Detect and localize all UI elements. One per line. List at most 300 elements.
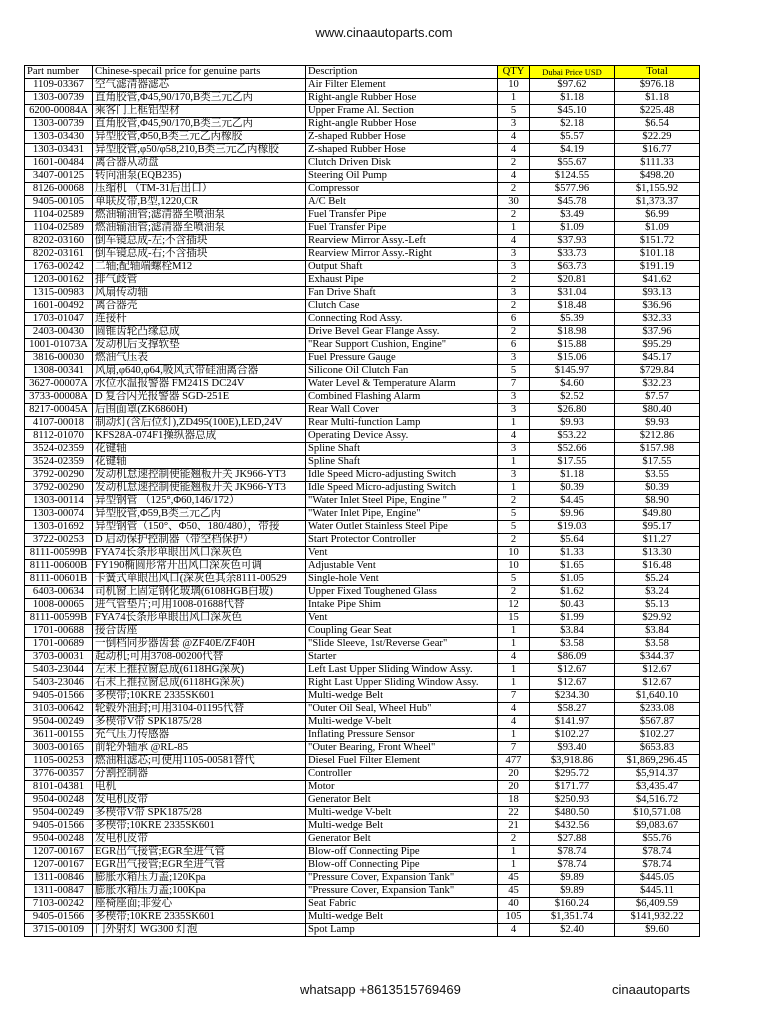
cell-description: Vent xyxy=(306,547,498,560)
cell-price: $145.97 xyxy=(530,365,615,378)
cell-part-number: 9504-00248 xyxy=(25,794,93,807)
cell-part-number: 1303-03431 xyxy=(25,144,93,157)
cell-total: $9.93 xyxy=(615,417,700,430)
cell-qty: 4 xyxy=(498,430,530,443)
cell-price: $1,351.74 xyxy=(530,911,615,924)
cell-description: Start Protector Controller xyxy=(306,534,498,547)
cell-qty: 15 xyxy=(498,612,530,625)
cell-total: $12.67 xyxy=(615,664,700,677)
cell-chinese-name: 异型钢管（150°、Φ50、180/480），带接 xyxy=(93,521,306,534)
table-row xyxy=(25,222,700,235)
cell-description: Clutch Driven Disk xyxy=(306,157,498,170)
table-row xyxy=(25,235,700,248)
cell-total: $3.55 xyxy=(615,469,700,482)
price-table xyxy=(24,65,700,937)
cell-total: $976.18 xyxy=(615,79,700,92)
cell-part-number: 3611-00155 xyxy=(25,729,93,742)
table-row xyxy=(25,430,700,443)
header-dubai-price: Dubai Price USD xyxy=(530,66,615,79)
cell-price: $1.18 xyxy=(530,469,615,482)
cell-description: Adjustable Vent xyxy=(306,560,498,573)
table-row xyxy=(25,924,700,937)
cell-description: Starter xyxy=(306,651,498,664)
cell-description: Multi-wedge V-belt xyxy=(306,716,498,729)
cell-chinese-name: 燃油粗滤芯;可使用1105-00581替代 xyxy=(93,755,306,768)
cell-part-number: 3524-02359 xyxy=(25,456,93,469)
cell-total: $32.33 xyxy=(615,313,700,326)
cell-qty: 5 xyxy=(498,105,530,118)
cell-total: $5,914.37 xyxy=(615,768,700,781)
table-row xyxy=(25,274,700,287)
cell-total: $101.18 xyxy=(615,248,700,261)
cell-total: $653.83 xyxy=(615,742,700,755)
cell-qty: 2 xyxy=(498,300,530,313)
cell-price: $93.40 xyxy=(530,742,615,755)
table-row xyxy=(25,586,700,599)
table-row xyxy=(25,79,700,92)
cell-description: Compressor xyxy=(306,183,498,196)
cell-price: $160.24 xyxy=(530,898,615,911)
cell-description: Multi-wedge Belt xyxy=(306,911,498,924)
cell-chinese-name: 多楔带V带 SPK1875/28 xyxy=(93,716,306,729)
cell-part-number: 8112-01070 xyxy=(25,430,93,443)
cell-description: Coupling Gear Seat xyxy=(306,625,498,638)
cell-chinese-name: 轮毂外油封;可用3104-01195代替 xyxy=(93,703,306,716)
cell-part-number: 4107-00018 xyxy=(25,417,93,430)
cell-chinese-name: 风扇,φ640,φ64,吸风式带硅油离合器 xyxy=(93,365,306,378)
cell-qty: 4 xyxy=(498,131,530,144)
cell-qty: 2 xyxy=(498,586,530,599)
cell-price: $3.84 xyxy=(530,625,615,638)
table-row xyxy=(25,898,700,911)
cell-part-number: 3003-00165 xyxy=(25,742,93,755)
cell-description: Connecting Rod Assy. xyxy=(306,313,498,326)
cell-total: $6,409.59 xyxy=(615,898,700,911)
table-row xyxy=(25,365,700,378)
table-row xyxy=(25,339,700,352)
cell-chinese-name: 圆锥齿轮凸缘总成 xyxy=(93,326,306,339)
cell-price: $102.27 xyxy=(530,729,615,742)
cell-chinese-name: 燃油输油管;滤清器至喷油泵 xyxy=(93,209,306,222)
cell-chinese-name: 充气压力传感器 xyxy=(93,729,306,742)
footer-whatsapp[interactable]: whatsapp +8613515769469 xyxy=(300,982,461,997)
cell-qty: 1 xyxy=(498,677,530,690)
cell-price: $295.72 xyxy=(530,768,615,781)
cell-price: $5.64 xyxy=(530,534,615,547)
cell-description: "Outer Bearing, Front Wheel" xyxy=(306,742,498,755)
cell-qty: 2 xyxy=(498,209,530,222)
table-row xyxy=(25,287,700,300)
cell-description: Fuel Transfer Pipe xyxy=(306,209,498,222)
cell-qty: 3 xyxy=(498,287,530,300)
cell-price: $3,918.86 xyxy=(530,755,615,768)
table-row xyxy=(25,118,700,131)
header-qty: QTY xyxy=(498,66,530,79)
cell-part-number: 1315-00983 xyxy=(25,287,93,300)
cell-qty: 4 xyxy=(498,651,530,664)
cell-price: $20.81 xyxy=(530,274,615,287)
cell-total: $17.55 xyxy=(615,456,700,469)
cell-part-number: 1308-00341 xyxy=(25,365,93,378)
cell-qty: 6 xyxy=(498,339,530,352)
cell-description: Blow-off Connecting Pipe xyxy=(306,846,498,859)
table-row xyxy=(25,729,700,742)
cell-qty: 22 xyxy=(498,807,530,820)
cell-description: Combined Flashing Alarm xyxy=(306,391,498,404)
cell-chinese-name: 左末上推拉窗总成(6118HG深灰) xyxy=(93,664,306,677)
cell-total: $102.27 xyxy=(615,729,700,742)
cell-total: $1,640.10 xyxy=(615,690,700,703)
cell-description: Idle Speed Micro-adjusting Switch xyxy=(306,469,498,482)
table-row xyxy=(25,482,700,495)
cell-description: A/C Belt xyxy=(306,196,498,209)
cell-total: $111.33 xyxy=(615,157,700,170)
cell-description: Fuel Pressure Gauge xyxy=(306,352,498,365)
cell-description: "Pressure Cover, Expansion Tank" xyxy=(306,885,498,898)
cell-chinese-name: 转向油泵(EQB235) xyxy=(93,170,306,183)
cell-description: Multi-wedge V-belt xyxy=(306,807,498,820)
cell-description: Generator Belt xyxy=(306,794,498,807)
cell-part-number: 1701-00689 xyxy=(25,638,93,651)
cell-qty: 12 xyxy=(498,599,530,612)
cell-qty: 5 xyxy=(498,508,530,521)
cell-qty: 2 xyxy=(498,833,530,846)
table-row xyxy=(25,105,700,118)
cell-description: Operating Device Assy. xyxy=(306,430,498,443)
cell-description: "Outer Oil Seal, Wheel Hub" xyxy=(306,703,498,716)
header-part-number: Part number xyxy=(25,66,93,79)
cell-chinese-name: 异型胶管,Φ59,B类三元乙丙 xyxy=(93,508,306,521)
cell-price: $15.06 xyxy=(530,352,615,365)
cell-chinese-name: 多楔带V带 SPK1875/28 xyxy=(93,807,306,820)
cell-price: $9.89 xyxy=(530,885,615,898)
cell-price: $37.93 xyxy=(530,235,615,248)
cell-price: $2.52 xyxy=(530,391,615,404)
cell-price: $124.55 xyxy=(530,170,615,183)
cell-description: Left Last Upper Sliding Window Assy. xyxy=(306,664,498,677)
table-row xyxy=(25,560,700,573)
cell-part-number: 3792-00290 xyxy=(25,469,93,482)
cell-qty: 1 xyxy=(498,638,530,651)
cell-description: Upper Fixed Toughened Glass xyxy=(306,586,498,599)
cell-part-number: 1207-00167 xyxy=(25,846,93,859)
cell-part-number: 8126-00068 xyxy=(25,183,93,196)
header-total: Total xyxy=(615,66,700,79)
cell-part-number: 8111-00599B xyxy=(25,612,93,625)
cell-description: "Water Inlet Pipe, Engine" xyxy=(306,508,498,521)
table-row xyxy=(25,755,700,768)
cell-chinese-name: 空气滤清器滤芯 xyxy=(93,79,306,92)
cell-chinese-name: 发动机怠速控制使能翘板开关 JK966-YT3 xyxy=(93,469,306,482)
cell-part-number: 3103-00642 xyxy=(25,703,93,716)
table-row xyxy=(25,768,700,781)
cell-description: Right-angle Rubber Hose xyxy=(306,118,498,131)
table-row xyxy=(25,300,700,313)
cell-chinese-name: EGR出气接管;EGR至进气管 xyxy=(93,846,306,859)
cell-qty: 3 xyxy=(498,261,530,274)
cell-qty: 10 xyxy=(498,79,530,92)
cell-chinese-name: 发电机皮带 xyxy=(93,794,306,807)
cell-qty: 3 xyxy=(498,118,530,131)
table-row xyxy=(25,612,700,625)
cell-part-number: 1001-01073A xyxy=(25,339,93,352)
cell-price: $58.27 xyxy=(530,703,615,716)
cell-description: Fan Drive Shaft xyxy=(306,287,498,300)
table-row xyxy=(25,573,700,586)
cell-total: $157.98 xyxy=(615,443,700,456)
cell-total: $1,155.92 xyxy=(615,183,700,196)
cell-chinese-name: 水位水温报警器 FM241S DC24V xyxy=(93,378,306,391)
cell-qty: 2 xyxy=(498,274,530,287)
cell-total: $233.08 xyxy=(615,703,700,716)
table-row xyxy=(25,651,700,664)
cell-part-number: 1303-00739 xyxy=(25,118,93,131)
site-url[interactable]: www.cinaautoparts.com xyxy=(315,25,453,40)
cell-description: Motor xyxy=(306,781,498,794)
cell-total: $1,869,296.45 xyxy=(615,755,700,768)
cell-price: $432.56 xyxy=(530,820,615,833)
cell-price: $33.73 xyxy=(530,248,615,261)
cell-qty: 10 xyxy=(498,547,530,560)
table-row xyxy=(25,144,700,157)
table-row xyxy=(25,378,700,391)
cell-chinese-name: FY190椭圆形常开出风口深灰色可调 xyxy=(93,560,306,573)
table-row xyxy=(25,352,700,365)
cell-part-number: 9504-00249 xyxy=(25,807,93,820)
cell-total: $5.13 xyxy=(615,599,700,612)
cell-qty: 18 xyxy=(498,794,530,807)
table-row xyxy=(25,742,700,755)
table-row xyxy=(25,92,700,105)
cell-part-number: 2403-00430 xyxy=(25,326,93,339)
table-row xyxy=(25,508,700,521)
cell-part-number: 1311-00847 xyxy=(25,885,93,898)
cell-chinese-name: EGR出气接管;EGR至进气管 xyxy=(93,859,306,872)
cell-price: $52.66 xyxy=(530,443,615,456)
cell-total: $567.87 xyxy=(615,716,700,729)
header-description: Description xyxy=(306,66,498,79)
table-row xyxy=(25,859,700,872)
cell-price: $86.09 xyxy=(530,651,615,664)
cell-qty: 1 xyxy=(498,417,530,430)
cell-chinese-name: 多楔带;10KRE 2335SK601 xyxy=(93,690,306,703)
cell-qty: 21 xyxy=(498,820,530,833)
cell-price: $0.39 xyxy=(530,482,615,495)
cell-price: $3.49 xyxy=(530,209,615,222)
cell-chinese-name: 离合器壳 xyxy=(93,300,306,313)
table-row xyxy=(25,664,700,677)
cell-price: $4.45 xyxy=(530,495,615,508)
cell-description: "Slide Sleeve, 1st/Reverse Gear" xyxy=(306,638,498,651)
cell-description: "Pressure Cover, Expansion Tank" xyxy=(306,872,498,885)
cell-part-number: 8202-03160 xyxy=(25,235,93,248)
table-row xyxy=(25,313,700,326)
cell-price: $171.77 xyxy=(530,781,615,794)
table-row xyxy=(25,131,700,144)
cell-description: Diesel Fuel Filter Element xyxy=(306,755,498,768)
cell-chinese-name: 发动机后支撑软垫 xyxy=(93,339,306,352)
cell-price: $63.73 xyxy=(530,261,615,274)
cell-total: $8.90 xyxy=(615,495,700,508)
cell-description: Blow-off Connecting Pipe xyxy=(306,859,498,872)
cell-total: $78.74 xyxy=(615,846,700,859)
table-row xyxy=(25,547,700,560)
cell-total: $49.80 xyxy=(615,508,700,521)
cell-description: Rearview Mirror Assy.-Right xyxy=(306,248,498,261)
cell-chinese-name: 异型钢管 （125°,Φ60,146/172） xyxy=(93,495,306,508)
cell-description: Exhaust Pipe xyxy=(306,274,498,287)
cell-chinese-name: 制动灯(含后位灯),ZD495(100E),LED,24V xyxy=(93,417,306,430)
cell-chinese-name: 司机窗上固定钢化玻璃(6108HGB白玻) xyxy=(93,586,306,599)
cell-chinese-name: D 复合闪光报警器 SGD-251E xyxy=(93,391,306,404)
cell-total: $151.72 xyxy=(615,235,700,248)
cell-part-number: 5403-23046 xyxy=(25,677,93,690)
cell-qty: 20 xyxy=(498,781,530,794)
cell-total: $225.48 xyxy=(615,105,700,118)
cell-part-number: 6200-00084A xyxy=(25,105,93,118)
cell-chinese-name: 倒车镜总成-左;不含插块 xyxy=(93,235,306,248)
cell-total: $212.86 xyxy=(615,430,700,443)
cell-price: $45.78 xyxy=(530,196,615,209)
cell-chinese-name: 二轴;配轴端螺栓M12 xyxy=(93,261,306,274)
cell-description: Clutch Case xyxy=(306,300,498,313)
cell-part-number: 8202-03161 xyxy=(25,248,93,261)
cell-part-number: 3816-00030 xyxy=(25,352,93,365)
cell-total: $141,932.22 xyxy=(615,911,700,924)
cell-part-number: 7103-00242 xyxy=(25,898,93,911)
cell-description: Z-shaped Rubber Hose xyxy=(306,131,498,144)
cell-qty: 4 xyxy=(498,170,530,183)
cell-total: $445.11 xyxy=(615,885,700,898)
cell-total: $55.76 xyxy=(615,833,700,846)
cell-part-number: 3627-00007A xyxy=(25,378,93,391)
cell-qty: 4 xyxy=(498,144,530,157)
cell-part-number: 1303-00739 xyxy=(25,92,93,105)
cell-qty: 3 xyxy=(498,248,530,261)
cell-chinese-name: 门外射灯 WG300 灯泡 xyxy=(93,924,306,937)
cell-price: $53.22 xyxy=(530,430,615,443)
cell-price: $45.10 xyxy=(530,105,615,118)
cell-part-number: 1601-00492 xyxy=(25,300,93,313)
cell-qty: 3 xyxy=(498,443,530,456)
cell-qty: 30 xyxy=(498,196,530,209)
cell-part-number: 8101-04381 xyxy=(25,781,93,794)
cell-price: $1.33 xyxy=(530,547,615,560)
cell-part-number: 1303-01692 xyxy=(25,521,93,534)
cell-total: $10,571.08 xyxy=(615,807,700,820)
cell-price: $27.88 xyxy=(530,833,615,846)
cell-chinese-name: 乘客门上框铝型材 xyxy=(93,105,306,118)
table-row xyxy=(25,183,700,196)
cell-total: $41.62 xyxy=(615,274,700,287)
cell-part-number: 3703-00031 xyxy=(25,651,93,664)
cell-description: Steering Oil Pump xyxy=(306,170,498,183)
cell-price: $1.05 xyxy=(530,573,615,586)
cell-price: $1.18 xyxy=(530,92,615,105)
cell-qty: 4 xyxy=(498,716,530,729)
cell-part-number: 8111-00601B xyxy=(25,573,93,586)
cell-part-number: 9405-00105 xyxy=(25,196,93,209)
cell-price: $5.39 xyxy=(530,313,615,326)
cell-chinese-name: 发动机怠速控制使能翘板开关 JK966-YT3 xyxy=(93,482,306,495)
table-row xyxy=(25,417,700,430)
cell-description: Z-shaped Rubber Hose xyxy=(306,144,498,157)
cell-part-number: 3776-00357 xyxy=(25,768,93,781)
cell-chinese-name: FYA74长条形单眼出风口深灰色 xyxy=(93,612,306,625)
cell-price: $55.67 xyxy=(530,157,615,170)
cell-qty: 45 xyxy=(498,872,530,885)
cell-chinese-name: 连接杆 xyxy=(93,313,306,326)
cell-price: $18.48 xyxy=(530,300,615,313)
table-row xyxy=(25,599,700,612)
cell-chinese-name: 风扇传动轴 xyxy=(93,287,306,300)
table-row xyxy=(25,196,700,209)
cell-chinese-name: 膨胀水箱压力盖;100Kpa xyxy=(93,885,306,898)
cell-chinese-name: 发电机皮带 xyxy=(93,833,306,846)
cell-description: Output Shaft xyxy=(306,261,498,274)
cell-qty: 2 xyxy=(498,157,530,170)
cell-description: Air Filter Element xyxy=(306,79,498,92)
cell-price: $141.97 xyxy=(530,716,615,729)
cell-qty: 477 xyxy=(498,755,530,768)
cell-qty: 1 xyxy=(498,222,530,235)
cell-chinese-name: 后围面罩(ZK6860H) xyxy=(93,404,306,417)
cell-qty: 20 xyxy=(498,768,530,781)
cell-description: "Water Inlet Steel Pipe, Engine " xyxy=(306,495,498,508)
cell-total: $11.27 xyxy=(615,534,700,547)
cell-total: $445.05 xyxy=(615,872,700,885)
cell-price: $1.09 xyxy=(530,222,615,235)
cell-qty: 5 xyxy=(498,521,530,534)
table-row xyxy=(25,469,700,482)
cell-price: $1.65 xyxy=(530,560,615,573)
table-row xyxy=(25,443,700,456)
cell-part-number: 1311-00846 xyxy=(25,872,93,885)
cell-qty: 2 xyxy=(498,534,530,547)
cell-part-number: 1109-03367 xyxy=(25,79,93,92)
cell-price: $19.03 xyxy=(530,521,615,534)
cell-chinese-name: 燃油气压表 xyxy=(93,352,306,365)
cell-chinese-name: 接合齿座 xyxy=(93,625,306,638)
cell-part-number: 6403-00634 xyxy=(25,586,93,599)
cell-total: $1,373.37 xyxy=(615,196,700,209)
cell-qty: 105 xyxy=(498,911,530,924)
cell-total: $7.57 xyxy=(615,391,700,404)
table-row xyxy=(25,209,700,222)
cell-qty: 5 xyxy=(498,365,530,378)
cell-part-number: 1008-00065 xyxy=(25,599,93,612)
cell-price: $9.89 xyxy=(530,872,615,885)
table-row xyxy=(25,690,700,703)
cell-price: $26.80 xyxy=(530,404,615,417)
cell-part-number: 1105-00253 xyxy=(25,755,93,768)
cell-qty: 2 xyxy=(498,183,530,196)
cell-part-number: 3524-02359 xyxy=(25,443,93,456)
cell-price: $480.50 xyxy=(530,807,615,820)
cell-total: $22.29 xyxy=(615,131,700,144)
cell-part-number: 1203-00162 xyxy=(25,274,93,287)
cell-total: $29.92 xyxy=(615,612,700,625)
cell-part-number: 1601-00484 xyxy=(25,157,93,170)
cell-chinese-name: 电机 xyxy=(93,781,306,794)
cell-qty: 4 xyxy=(498,924,530,937)
cell-total: $93.13 xyxy=(615,287,700,300)
cell-total: $191.19 xyxy=(615,261,700,274)
cell-total: $16.48 xyxy=(615,560,700,573)
cell-qty: 2 xyxy=(498,495,530,508)
cell-total: $3.84 xyxy=(615,625,700,638)
table-row xyxy=(25,820,700,833)
